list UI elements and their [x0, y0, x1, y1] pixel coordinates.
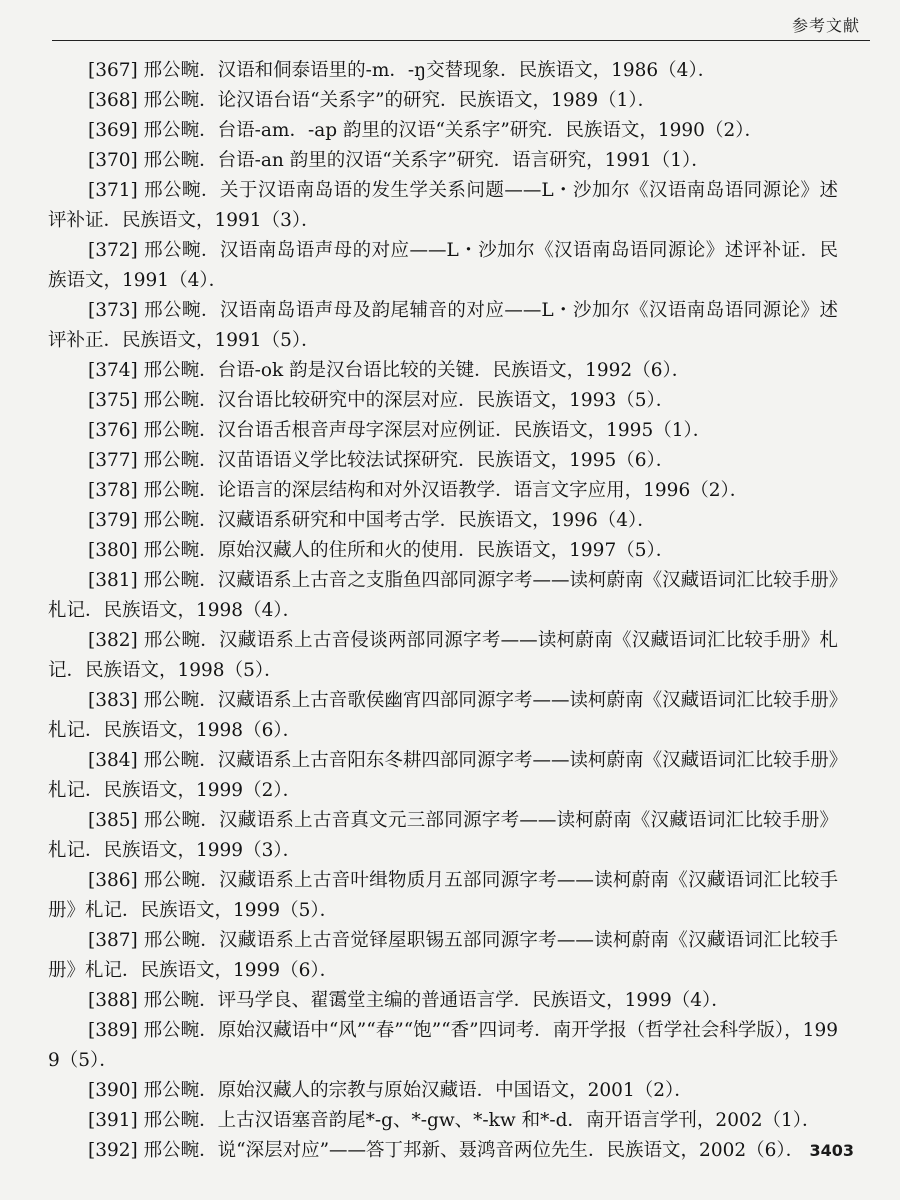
reference-item: [382] 邢公畹．汉藏语系上古音侵谈两部同源字考——读柯蔚南《汉藏语词汇比较手册》札记．民族语文，1998（5）．	[48, 630, 838, 681]
header-rule	[52, 40, 870, 41]
reference-item: [372] 邢公畹．汉语南岛语声母的对应——L・沙加尔《汉语南岛语同源论》述评补证．民族语文，1991（4）．	[48, 240, 838, 291]
reference-item: [390] 邢公畹．原始汉藏人的宗教与原始汉藏语．中国语文，2001（2）．	[88, 1080, 693, 1101]
page-number: 3403	[809, 1141, 854, 1160]
reference-item: [383] 邢公畹．汉藏语系上古音歌侯幽宵四部同源字考——读柯蔚南《汉藏语词汇比较手册》札记．民族语文，1998（6）．	[48, 690, 838, 741]
reference-item: [373] 邢公畹．汉语南岛语声母及韵尾辅音的对应——L・沙加尔《汉语南岛语同源论》述评补正．民族语文，1991（5）．	[48, 300, 838, 351]
reference-item: [384] 邢公畹．汉藏语系上古音阳东冬耕四部同源字考——读柯蔚南《汉藏语词汇比较手册》札记．民族语文，1999（2）．	[48, 750, 838, 801]
running-header: 参考文献	[791, 16, 860, 35]
reference-item: [391] 邢公畹．上古汉语塞音韵尾*-g、*-gw、*-kw 和*-d．南开语言学刊，2002（1）．	[88, 1110, 821, 1131]
reference-item: [378] 邢公畹．论语言的深层结构和对外汉语教学．语言文字应用，1996（2）．	[88, 480, 749, 501]
reference-list	[48, 56, 838, 1166]
reference-item: [367] 邢公畹．汉语和侗泰语里的-m．-ŋ交替现象．民族语文，1986（4）．	[88, 60, 717, 81]
reference-item: [387] 邢公畹．汉藏语系上古音觉铎屋职锡五部同源字考——读柯蔚南《汉藏语词汇比较手册》札记．民族语文，1999（6）．	[48, 930, 838, 981]
reference-item: [376] 邢公畹．汉台语舌根音声母字深层对应例证．民族语文，1995（1）．	[88, 420, 712, 441]
reference-item: [379] 邢公畹．汉藏语系研究和中国考古学．民族语文，1996（4）．	[88, 510, 656, 531]
reference-item: [375] 邢公畹．汉台语比较研究中的深层对应．民族语文，1993（5）．	[88, 390, 675, 411]
reference-item: [368] 邢公畹．论汉语台语“关系字”的研究．民族语文，1989（1）．	[88, 90, 657, 111]
reference-item: [389] 邢公畹．原始汉藏语中“风”“春”“饱”“香”四词考．南开学报（哲学社会科学版），1999（5）．	[48, 1020, 838, 1071]
reference-item: [380] 邢公畹．原始汉藏人的住所和火的使用．民族语文，1997（5）．	[88, 540, 675, 561]
reference-item: [385] 邢公畹．汉藏语系上古音真文元三部同源字考——读柯蔚南《汉藏语词汇比较手册》札记．民族语文，1999（3）．	[48, 810, 838, 861]
reference-item: [370] 邢公畹．台语-an 韵里的汉语“关系字”研究．语言研究，1991（1）．	[88, 150, 710, 171]
reference-item: [371] 邢公畹．关于汉语南岛语的发生学关系问题——L・沙加尔《汉语南岛语同源论》述评补证．民族语文，1991（3）．	[48, 180, 838, 231]
reference-item: [386] 邢公畹．汉藏语系上古音叶缉物质月五部同源字考——读柯蔚南《汉藏语词汇比较手册》札记．民族语文，1999（5）．	[48, 870, 838, 921]
reference-item: [374] 邢公畹．台语-ok 韵是汉台语比较的关键．民族语文，1992（6）．	[88, 360, 691, 381]
reference-item: [381] 邢公畹．汉藏语系上古音之支脂鱼四部同源字考——读柯蔚南《汉藏语词汇比较手册》札记．民族语文，1998（4）．	[48, 570, 838, 621]
reference-item: [369] 邢公畹．台语-am．-ap 韵里的汉语“关系字”研究．民族语文，1990（2）．	[88, 120, 763, 141]
reference-item: [377] 邢公畹．汉苗语语义学比较法试探研究．民族语文，1995（6）．	[88, 450, 675, 471]
reference-item: [392] 邢公畹．说“深层对应”——答丁邦新、聂鸿音两位先生．民族语文，2002（6）．	[88, 1140, 805, 1161]
reference-item: [388] 邢公畹．评马学良、翟霭堂主编的普通语言学．民族语文，1999（4）．	[88, 990, 730, 1011]
